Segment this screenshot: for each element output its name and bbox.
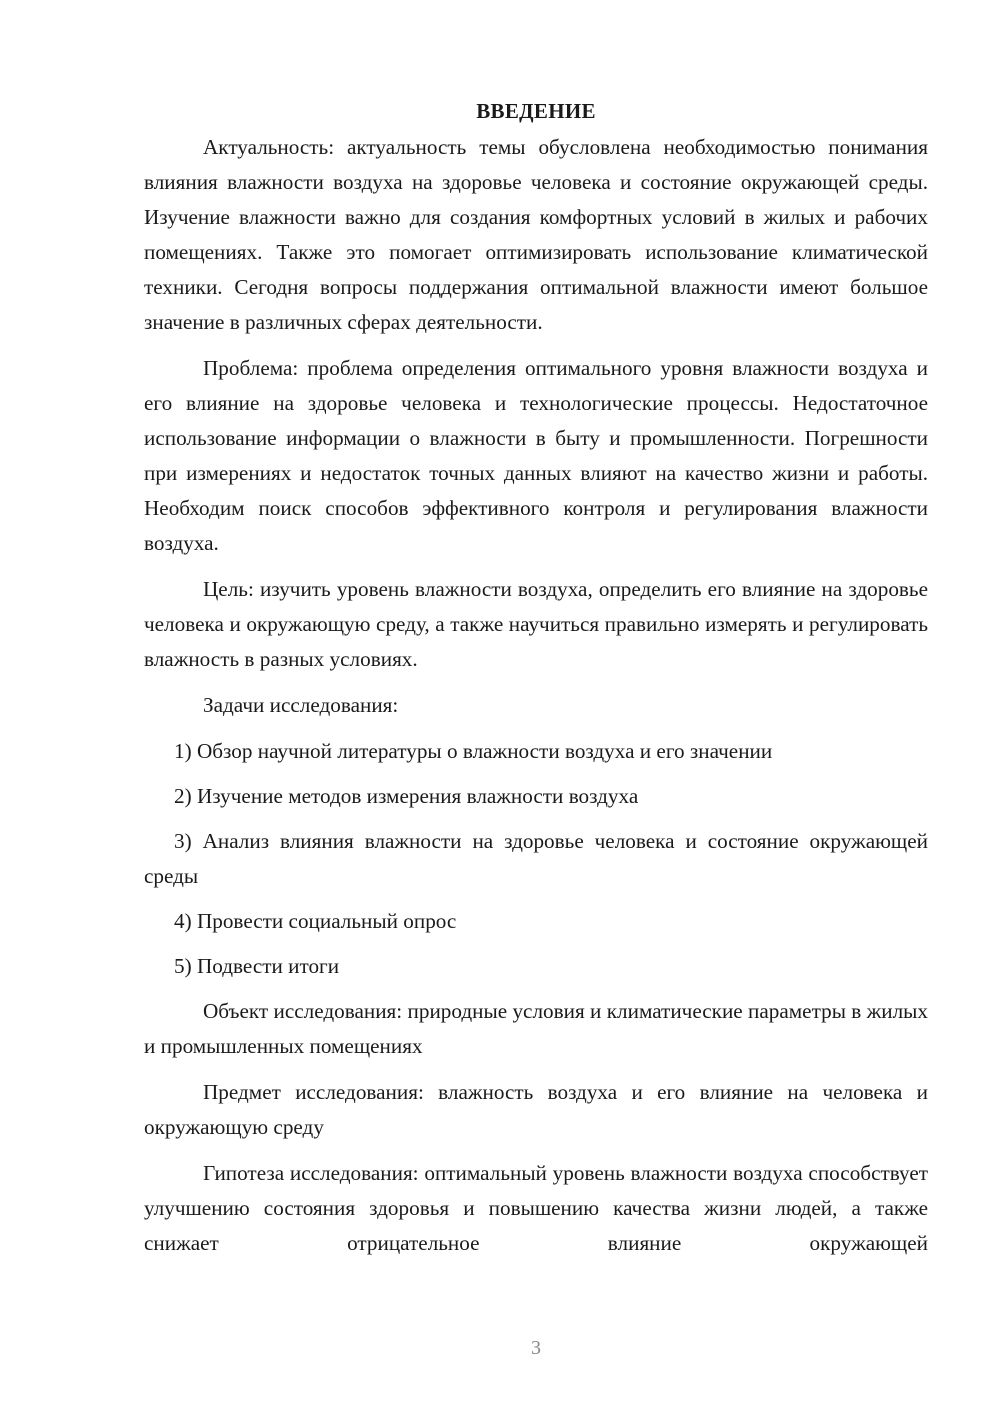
paragraph-problem: Проблема: проблема определения оптимального уровня влажности воздуха и его влияние на здоровье человека и технологические процессы. Недостаточное использование информации о влажности в быту и промышленности. Погрешности при измерениях и недостаток точных данных влияют на качество жизни и работы. Необходим поиск способов эффективного контроля и регулирования влажности воздуха.: [144, 356, 928, 555]
paragraph-hypothesis: Гипотеза исследования: оптимальный уровень влажности воздуха способствует улучшению состояния здоровья и повышению качества жизни людей, а также снижает отрицательное влияние окружающей: [144, 1161, 928, 1255]
paragraph-goal: Цель: изучить уровень влажности воздуха, определить его влияние на здоровье человека и окружающую среду, а также научиться правильно измерять и регулировать влажность в разных условиях.: [144, 577, 928, 671]
paragraph-relevance: Актуальность: актуальность темы обусловлена необходимостью понимания влияния влажности воздуха на здоровье человека и состояние окружающей среды. Изучение влажности важно для создания комфортных условий в жилых и рабочих помещениях. Также это помогает оптимизировать использование климатической техники. Сегодня вопросы поддержания оптимальной влажности имеют большое значение в различных сферах деятельности.: [144, 135, 928, 334]
task-item-1: 1) Обзор научной литературы о влажности воздуха и его значении: [174, 739, 773, 763]
task-item-4: 4) Провести социальный опрос: [174, 909, 457, 933]
page-number: 3: [531, 1337, 541, 1359]
task-item-2: 2) Изучение методов измерения влажности воздуха: [174, 784, 639, 808]
paragraph-subject: Предмет исследования: влажность воздуха и его влияние на человека и окружающую среду: [144, 1080, 928, 1139]
document-page: [144, 94, 928, 1272]
task-item-3: 3) Анализ влияния влажности на здоровье человека и состояние окружающей среды: [144, 829, 928, 888]
paragraph-object: Объект исследования: природные условия и климатические параметры в жилых и промышленных помещениях: [144, 999, 928, 1058]
task-item-5: 5) Подвести итоги: [174, 954, 340, 978]
paragraph-tasks-heading: Задачи исследования:: [203, 693, 399, 717]
page-title: ВВЕДЕНИЕ: [476, 99, 596, 123]
